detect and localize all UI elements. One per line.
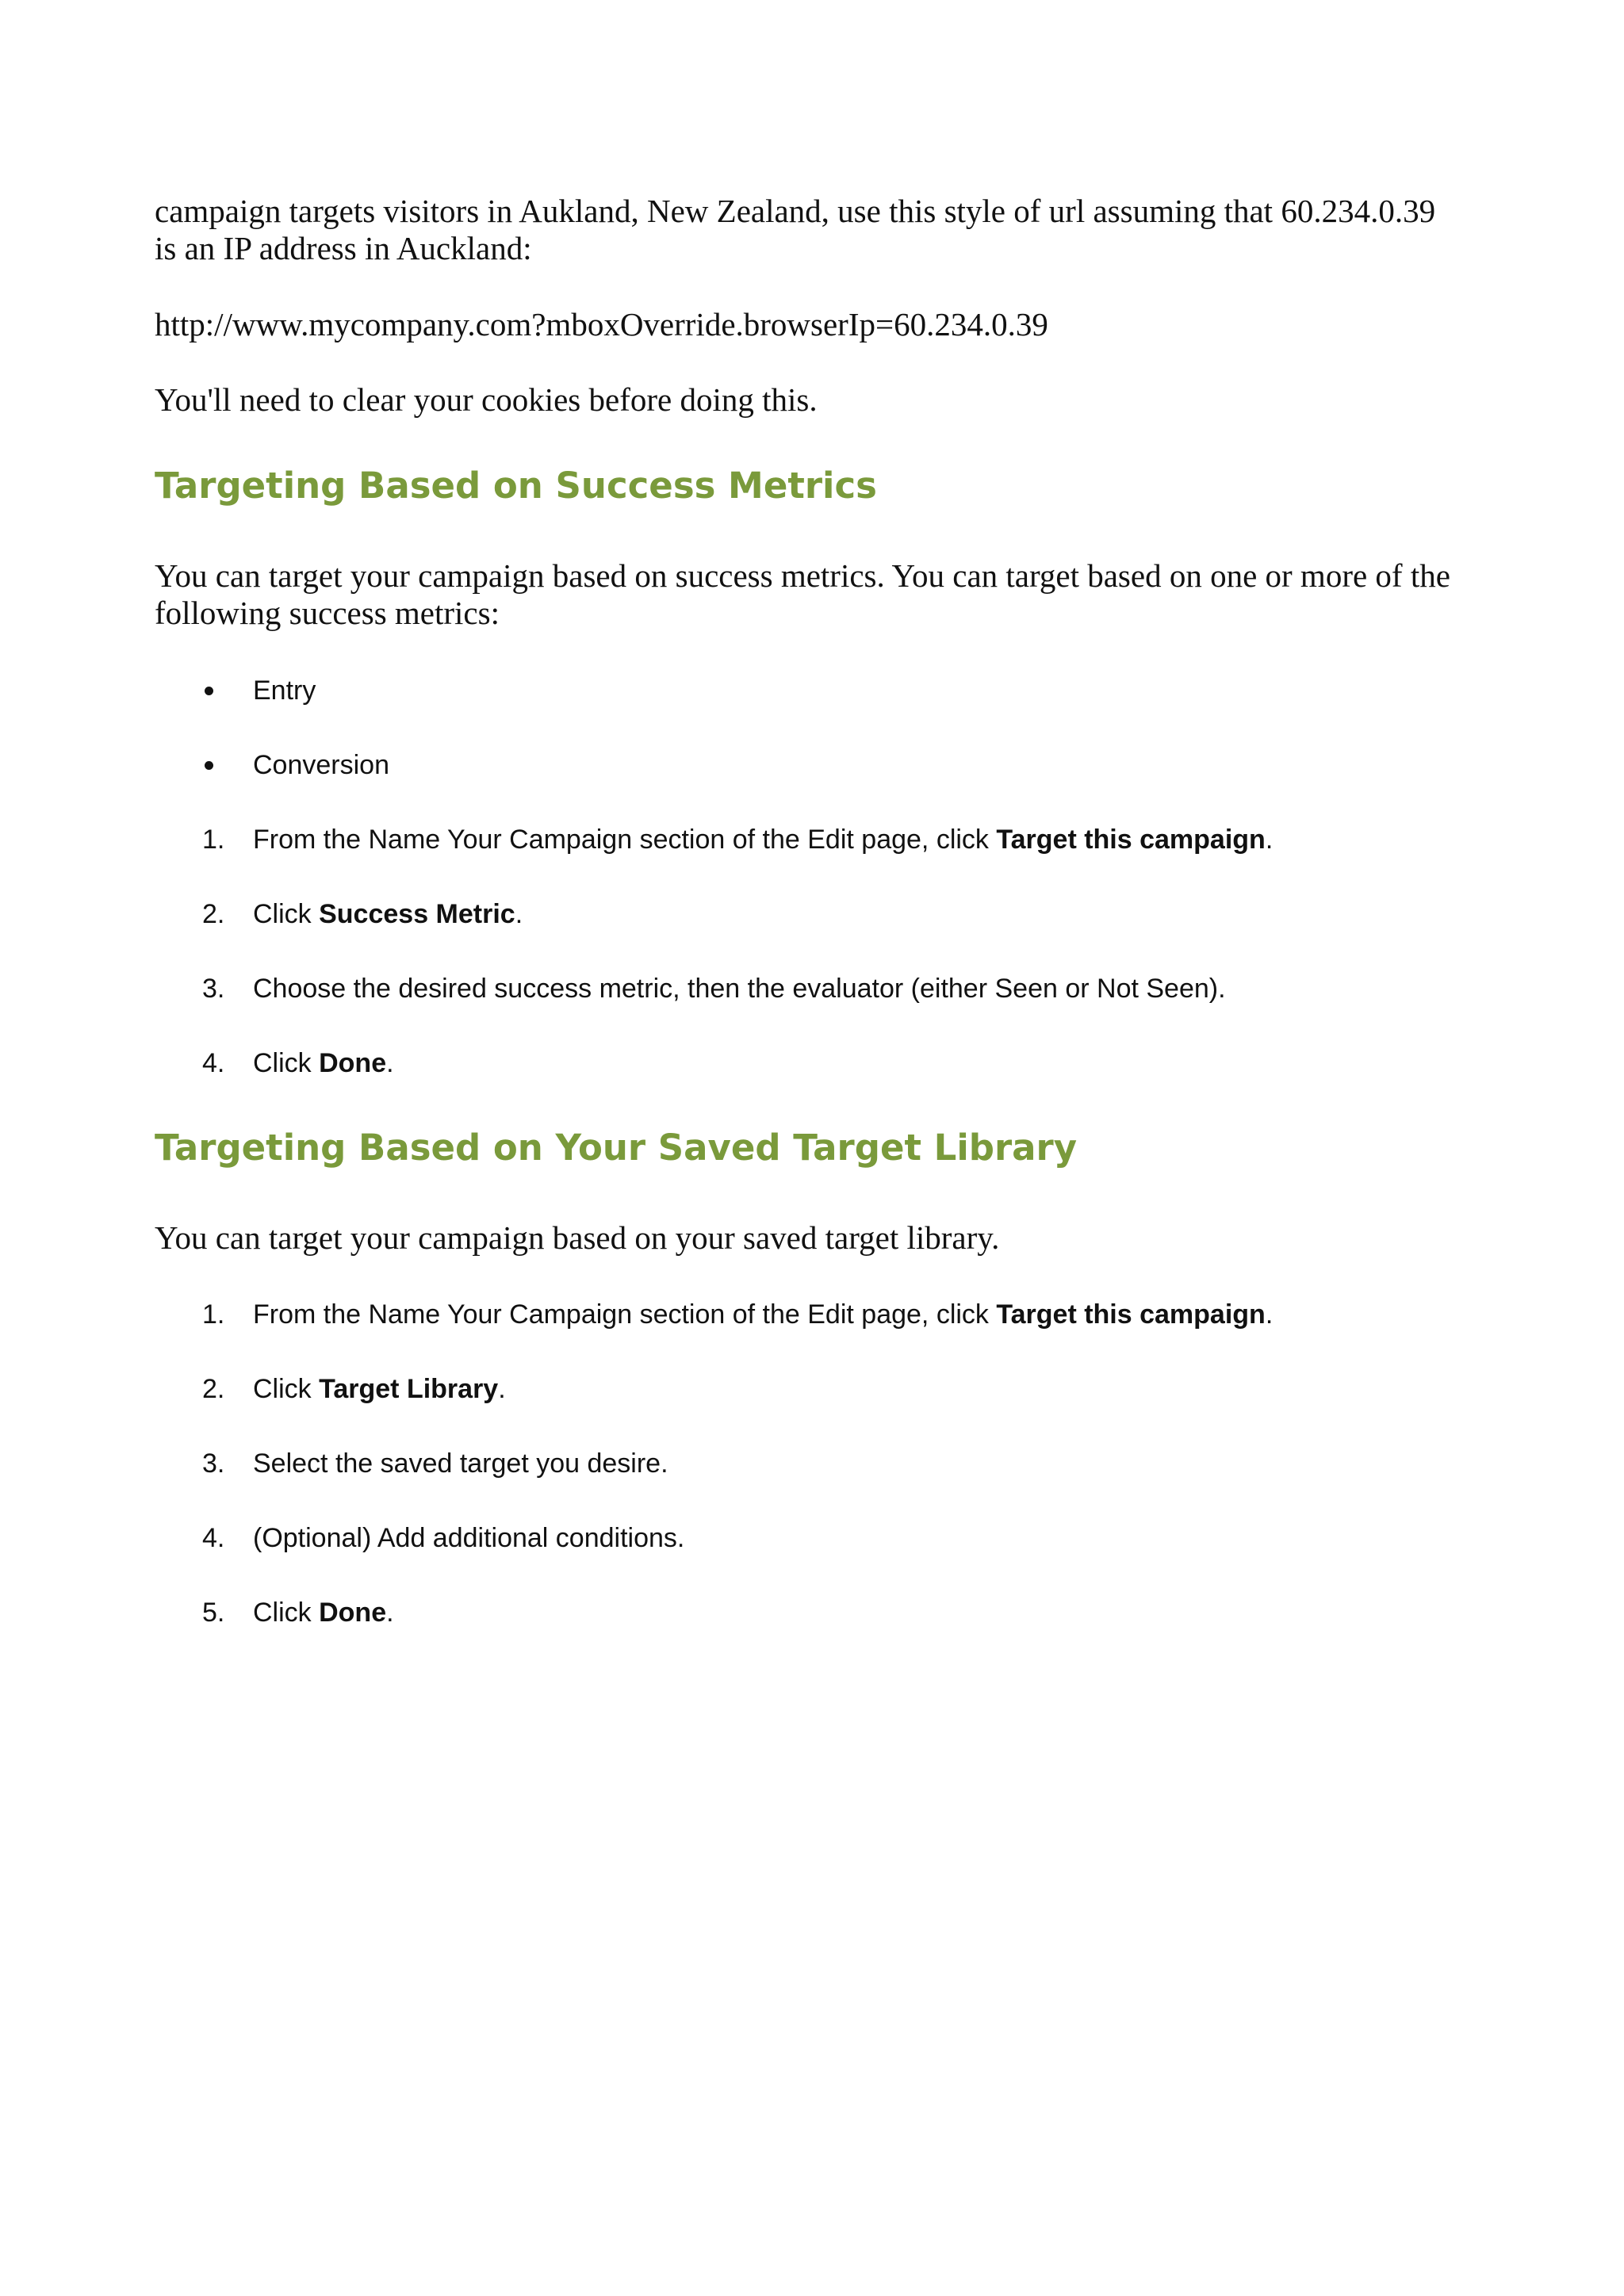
step-number: 1.: [202, 825, 225, 855]
success-metrics-paragraph: [155, 557, 1487, 632]
step-number: 4.: [202, 1523, 225, 1553]
success-metrics-para-line-1: You can target your campaign based on success metrics. You can target based on one or more of the: [155, 557, 1450, 594]
step-number: 2.: [202, 899, 225, 929]
step-text: Click Target Library.: [253, 1374, 506, 1404]
step-number: 4.: [202, 1048, 225, 1078]
cookies-note: You'll need to clear your cookies before doing this.: [155, 381, 818, 418]
bullet-item-label: Entry: [253, 675, 316, 706]
step-text: From the Name Your Campaign section of the Edit page, click Target this campaign.: [253, 825, 1274, 855]
bullet-icon: [205, 687, 213, 695]
step-text: Click Success Metric.: [253, 899, 523, 929]
section-heading-target-library: Targeting Based on Your Saved Target Library: [155, 1127, 1078, 1169]
step-bold-term: Done: [319, 1598, 387, 1628]
override-url: http://www.mycompany.com?mboxOverride.browserIp=60.234.0.39: [155, 306, 1048, 342]
step-text: Click Done.: [253, 1598, 394, 1628]
step-text: Choose the desired success metric, then the evaluator (either Seen or Not Seen).: [253, 974, 1226, 1004]
step-number: 2.: [202, 1374, 225, 1404]
step-bold-term: Target this campaign: [996, 825, 1266, 855]
intro-paragraph: [155, 193, 1487, 267]
intro-line-1: campaign targets visitors in Aukland, New Zealand, use this style of url assuming that 60.234.0.39: [155, 193, 1436, 229]
step-bold-term: Success Metric: [319, 899, 515, 929]
step-text: (Optional) Add additional conditions.: [253, 1523, 685, 1553]
step-number: 3.: [202, 1448, 225, 1479]
step-bold-term: Target this campaign: [996, 1299, 1266, 1330]
section-heading-success-metrics: Targeting Based on Success Metrics: [155, 465, 877, 507]
step-text: Select the saved target you desire.: [253, 1448, 668, 1479]
intro-line-2: is an IP address in Auckland:: [155, 230, 532, 266]
step-text: Click Done.: [253, 1048, 394, 1078]
step-bold-term: Target Library: [319, 1374, 499, 1404]
step-number: 5.: [202, 1598, 225, 1628]
step-text: From the Name Your Campaign section of the Edit page, click Target this campaign.: [253, 1299, 1274, 1330]
step-number: 3.: [202, 974, 225, 1004]
step-number: 1.: [202, 1299, 225, 1330]
target-library-paragraph: You can target your campaign based on your saved target library.: [155, 1219, 1000, 1256]
bullet-icon: [205, 761, 213, 770]
bullet-item-label: Conversion: [253, 750, 389, 780]
step-bold-term: Done: [319, 1048, 387, 1078]
success-metrics-para-line-2: following success metrics:: [155, 595, 500, 631]
